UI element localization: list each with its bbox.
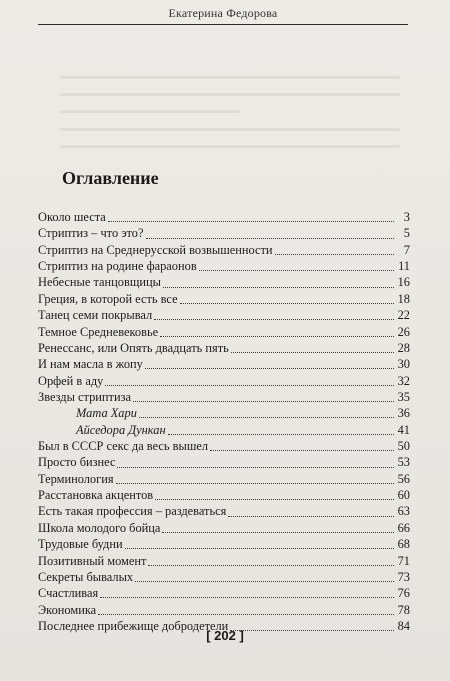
toc-entry-page: 7	[403, 242, 410, 257]
header-rule	[38, 24, 408, 25]
toc-entry-page: 36	[397, 406, 410, 421]
toc-entry	[38, 258, 410, 274]
toc-entry-page: 26	[397, 324, 410, 339]
toc-entry-title: Танец семи покрывал	[38, 308, 153, 323]
toc-entry-title: Экономика	[38, 602, 97, 617]
toc-entry-page: 3	[403, 210, 410, 224]
toc-entry	[38, 454, 410, 470]
page-number: [ 202 ]	[206, 628, 244, 643]
toc-entry	[38, 209, 410, 225]
table-of-contents	[38, 209, 410, 634]
toc-entry-page: 5	[403, 226, 410, 241]
dot-leader	[168, 425, 394, 435]
dot-leader	[133, 392, 394, 402]
toc-entry-title: Небесные танцовщицы	[38, 275, 161, 290]
toc-entry-title: Позитивный момент	[38, 553, 147, 568]
toc-entry-page: 18	[397, 291, 410, 306]
dot-leader	[135, 572, 394, 582]
bleed-through-line	[60, 93, 400, 96]
toc-entry-title: Трудовые будни	[38, 537, 123, 552]
toc-entry	[38, 291, 410, 307]
toc-entry-title: Звезды стриптиза	[38, 389, 131, 404]
toc-entry-page: 71	[397, 553, 410, 568]
toc-entry	[38, 340, 410, 356]
dot-leader	[108, 212, 394, 222]
toc-entry-page: 30	[397, 357, 410, 372]
toc-entry-title: Ренессанс, или Опять двадцать пять	[38, 340, 229, 355]
toc-entry-page: 78	[397, 602, 410, 617]
toc-entry	[38, 520, 410, 536]
toc-entry	[38, 274, 410, 290]
toc-entry-page: 53	[397, 455, 410, 470]
dot-leader	[146, 229, 395, 239]
toc-entry-title: Был в СССР секс да весь вышел	[38, 439, 209, 454]
toc-entry-page: 28	[397, 340, 410, 355]
bleed-through-line	[60, 128, 400, 131]
toc-entry-page: 84	[397, 618, 410, 633]
toc-entry-title: Греция, в которой есть все	[38, 291, 178, 306]
toc-entry	[38, 225, 410, 241]
toc-entry-title: Стриптиз на родине фараонов	[38, 259, 197, 274]
toc-entry-page: 32	[397, 373, 410, 388]
toc-entry-title: Орфей в аду	[38, 373, 104, 388]
dot-leader	[148, 556, 394, 566]
dot-leader	[199, 261, 394, 271]
dot-leader	[275, 245, 394, 255]
dot-leader	[139, 408, 394, 418]
toc-entry-page: 68	[397, 537, 410, 552]
dot-leader	[154, 310, 394, 320]
toc-entry	[38, 471, 410, 487]
dot-leader	[228, 507, 394, 517]
dot-leader	[180, 294, 394, 304]
dot-leader	[98, 605, 394, 615]
dot-leader	[162, 523, 394, 533]
toc-entry-page: 56	[397, 471, 410, 486]
toc-entry-title: Расстановка акцентов	[38, 488, 154, 503]
dot-leader	[125, 539, 394, 549]
toc-entry-title: И нам масла в жопу	[38, 357, 143, 372]
bleed-through-line	[60, 110, 240, 113]
toc-entry-page: 41	[397, 422, 410, 437]
toc-entry-page: 50	[397, 439, 410, 454]
toc-entry	[38, 307, 410, 323]
dot-leader	[100, 588, 394, 598]
toc-entry	[38, 503, 410, 519]
toc-entry-page: 16	[397, 275, 410, 290]
toc-entry	[38, 487, 410, 503]
toc-entry-title: Стриптиз – что это?	[38, 226, 144, 241]
toc-entry-title: Айседора Дункан	[76, 422, 166, 437]
toc-entry	[38, 536, 410, 552]
toc-entry	[38, 438, 410, 454]
toc-entry	[38, 569, 410, 585]
toc-entry-page: 22	[397, 308, 410, 323]
dot-leader	[116, 474, 394, 484]
dot-leader	[231, 343, 394, 353]
dot-leader	[117, 458, 394, 468]
toc-entry-page: 11	[398, 259, 410, 274]
toc-entry	[38, 324, 410, 340]
bleed-through-line	[60, 76, 400, 79]
toc-entry-title: Школа молодого бойца	[38, 520, 161, 535]
toc-entry-page: 66	[397, 520, 410, 535]
toc-entry	[38, 356, 410, 372]
dot-leader	[145, 359, 394, 369]
dot-leader	[163, 278, 394, 288]
running-head: Екатерина Федорова	[168, 6, 278, 20]
toc-entry-title: Темное Средневековье	[38, 324, 159, 339]
toc-entry-title: Есть такая профессия – раздеваться	[38, 504, 227, 519]
toc-entry-page: 35	[397, 389, 410, 404]
dot-leader	[105, 376, 394, 386]
toc-entry-title: Стриптиз на Среднерусской возвышенности	[38, 242, 273, 257]
toc-entry-title: Терминология	[38, 471, 114, 486]
toc-entry-title: Счастливая	[38, 586, 99, 601]
toc-entry-page: 73	[397, 569, 410, 584]
toc-entry	[38, 405, 410, 421]
toc-title: Оглавление	[62, 168, 159, 188]
toc-entry-title: Просто бизнес	[38, 455, 116, 470]
toc-entry	[38, 373, 410, 389]
toc-entry-page: 60	[397, 488, 410, 503]
dot-leader	[155, 490, 394, 500]
dot-leader	[160, 327, 394, 337]
toc-entry-title: Около шеста	[38, 210, 106, 224]
toc-entry	[38, 242, 410, 258]
toc-entry	[38, 422, 410, 438]
toc-entry	[38, 553, 410, 569]
bleed-through-line	[60, 145, 400, 148]
toc-entry	[38, 585, 410, 601]
toc-entry-page: 63	[397, 504, 410, 519]
toc-entry-title: Секреты бывалых	[38, 569, 134, 584]
toc-entry-page: 76	[397, 586, 410, 601]
dot-leader	[210, 441, 394, 451]
toc-entry	[38, 389, 410, 405]
toc-entry-title: Мата Хари	[76, 406, 137, 421]
toc-entry-title: Последнее прибежище добродетели	[38, 618, 229, 633]
toc-entry	[38, 602, 410, 618]
